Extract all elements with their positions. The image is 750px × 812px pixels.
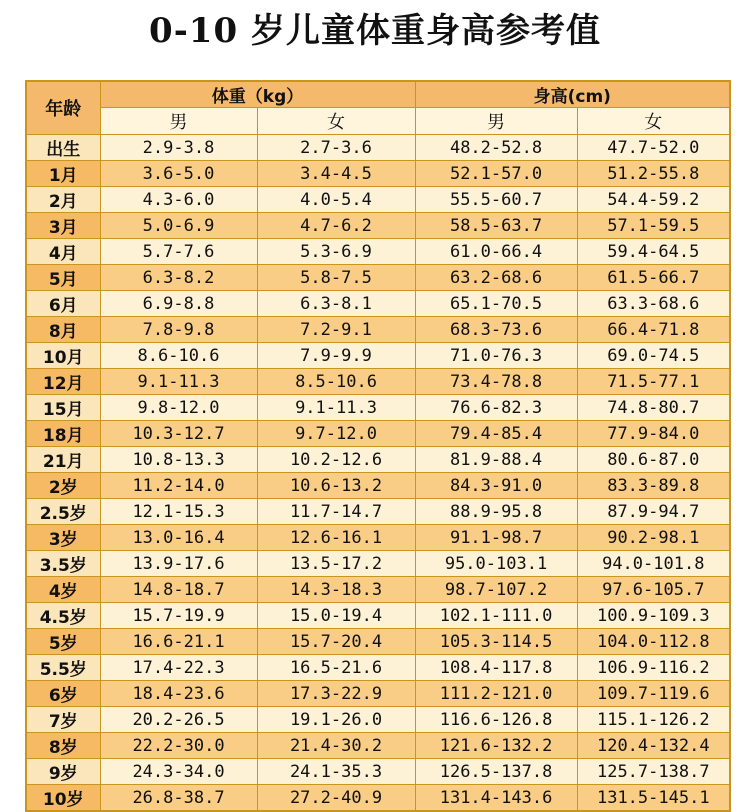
weight-male-cell: 7.8-9.8 xyxy=(100,317,257,343)
weight-male-cell: 14.8-18.7 xyxy=(100,577,257,603)
weight-male-cell: 5.0-6.9 xyxy=(100,213,257,239)
age-cell: 7岁 xyxy=(26,707,100,733)
weight-female-cell: 21.4-30.2 xyxy=(257,733,415,759)
table-row xyxy=(26,135,730,161)
weight-female-cell: 27.2-40.9 xyxy=(257,785,415,812)
weight-male-cell: 3.6-5.0 xyxy=(100,161,257,187)
weight-male-cell: 6.9-8.8 xyxy=(100,291,257,317)
weight-female-cell: 15.7-20.4 xyxy=(257,629,415,655)
weight-female-cell: 12.6-16.1 xyxy=(257,525,415,551)
table-row xyxy=(26,343,730,369)
weight-female-cell: 10.2-12.6 xyxy=(257,447,415,473)
height-male-cell: 81.9-88.4 xyxy=(415,447,577,473)
height-male-cell: 63.2-68.6 xyxy=(415,265,577,291)
weight-male-cell: 9.1-11.3 xyxy=(100,369,257,395)
table-row xyxy=(26,265,730,291)
height-male-cell: 88.9-95.8 xyxy=(415,499,577,525)
table-row xyxy=(26,213,730,239)
weight-female-cell: 3.4-4.5 xyxy=(257,161,415,187)
height-female-cell: 125.7-138.7 xyxy=(577,759,730,785)
age-cell: 9岁 xyxy=(26,759,100,785)
age-cell: 8岁 xyxy=(26,733,100,759)
weight-female-cell: 5.3-6.9 xyxy=(257,239,415,265)
weight-female-cell: 11.7-14.7 xyxy=(257,499,415,525)
height-female-cell: 69.0-74.5 xyxy=(577,343,730,369)
height-female-cell: 109.7-119.6 xyxy=(577,681,730,707)
height-male-cell: 71.0-76.3 xyxy=(415,343,577,369)
weight-male-cell: 17.4-22.3 xyxy=(100,655,257,681)
weight-male-cell: 16.6-21.1 xyxy=(100,629,257,655)
weight-female-cell: 8.5-10.6 xyxy=(257,369,415,395)
table-row xyxy=(26,421,730,447)
age-cell: 2岁 xyxy=(26,473,100,499)
table-row xyxy=(26,707,730,733)
height-female-cell: 59.4-64.5 xyxy=(577,239,730,265)
height-female-header: 女 xyxy=(577,108,730,135)
height-column-header: 身高(cm) xyxy=(415,81,730,108)
height-female-cell: 71.5-77.1 xyxy=(577,369,730,395)
table-row xyxy=(26,291,730,317)
age-cell: 出生 xyxy=(26,135,100,161)
weight-female-cell: 15.0-19.4 xyxy=(257,603,415,629)
reference-table xyxy=(25,80,731,812)
weight-female-cell: 24.1-35.3 xyxy=(257,759,415,785)
height-male-cell: 76.6-82.3 xyxy=(415,395,577,421)
table-body xyxy=(26,135,730,812)
table-row xyxy=(26,577,730,603)
weight-female-cell: 5.8-7.5 xyxy=(257,265,415,291)
weight-female-cell: 9.1-11.3 xyxy=(257,395,415,421)
age-cell: 6岁 xyxy=(26,681,100,707)
weight-female-cell: 19.1-26.0 xyxy=(257,707,415,733)
height-female-cell: 47.7-52.0 xyxy=(577,135,730,161)
weight-female-cell: 7.9-9.9 xyxy=(257,343,415,369)
table-row xyxy=(26,317,730,343)
weight-male-cell: 15.7-19.9 xyxy=(100,603,257,629)
weight-male-cell: 26.8-38.7 xyxy=(100,785,257,812)
height-female-cell: 120.4-132.4 xyxy=(577,733,730,759)
height-female-cell: 106.9-116.2 xyxy=(577,655,730,681)
weight-male-cell: 9.8-12.0 xyxy=(100,395,257,421)
height-male-cell: 111.2-121.0 xyxy=(415,681,577,707)
weight-female-cell: 16.5-21.6 xyxy=(257,655,415,681)
height-male-cell: 95.0-103.1 xyxy=(415,551,577,577)
weight-female-cell: 17.3-22.9 xyxy=(257,681,415,707)
height-female-cell: 77.9-84.0 xyxy=(577,421,730,447)
height-male-cell: 73.4-78.8 xyxy=(415,369,577,395)
height-male-cell: 52.1-57.0 xyxy=(415,161,577,187)
age-cell: 5月 xyxy=(26,265,100,291)
weight-male-cell: 18.4-23.6 xyxy=(100,681,257,707)
age-cell: 6月 xyxy=(26,291,100,317)
weight-female-cell: 7.2-9.1 xyxy=(257,317,415,343)
weight-female-cell: 4.0-5.4 xyxy=(257,187,415,213)
height-female-cell: 54.4-59.2 xyxy=(577,187,730,213)
height-male-cell: 108.4-117.8 xyxy=(415,655,577,681)
age-cell: 10月 xyxy=(26,343,100,369)
age-cell: 5.5岁 xyxy=(26,655,100,681)
age-cell: 3岁 xyxy=(26,525,100,551)
age-cell: 12月 xyxy=(26,369,100,395)
weight-female-cell: 10.6-13.2 xyxy=(257,473,415,499)
table-row xyxy=(26,447,730,473)
age-cell: 8月 xyxy=(26,317,100,343)
weight-female-cell: 2.7-3.6 xyxy=(257,135,415,161)
height-female-cell: 63.3-68.6 xyxy=(577,291,730,317)
height-female-cell: 94.0-101.8 xyxy=(577,551,730,577)
height-male-cell: 116.6-126.8 xyxy=(415,707,577,733)
height-male-cell: 61.0-66.4 xyxy=(415,239,577,265)
height-male-cell: 131.4-143.6 xyxy=(415,785,577,812)
height-male-cell: 84.3-91.0 xyxy=(415,473,577,499)
age-cell: 5岁 xyxy=(26,629,100,655)
table-row xyxy=(26,603,730,629)
height-male-cell: 91.1-98.7 xyxy=(415,525,577,551)
height-female-cell: 100.9-109.3 xyxy=(577,603,730,629)
weight-male-cell: 10.8-13.3 xyxy=(100,447,257,473)
age-cell: 4.5岁 xyxy=(26,603,100,629)
age-cell: 4岁 xyxy=(26,577,100,603)
table-row xyxy=(26,187,730,213)
height-female-cell: 74.8-80.7 xyxy=(577,395,730,421)
height-male-cell: 102.1-111.0 xyxy=(415,603,577,629)
weight-male-header: 男 xyxy=(100,108,257,135)
table-row xyxy=(26,785,730,812)
weight-male-cell: 6.3-8.2 xyxy=(100,265,257,291)
table-row xyxy=(26,239,730,265)
age-cell: 3.5岁 xyxy=(26,551,100,577)
weight-female-cell: 4.7-6.2 xyxy=(257,213,415,239)
table-row xyxy=(26,733,730,759)
table-row xyxy=(26,161,730,187)
height-female-cell: 80.6-87.0 xyxy=(577,447,730,473)
height-female-cell: 90.2-98.1 xyxy=(577,525,730,551)
weight-male-cell: 4.3-6.0 xyxy=(100,187,257,213)
table-row xyxy=(26,759,730,785)
height-male-cell: 65.1-70.5 xyxy=(415,291,577,317)
table-header xyxy=(26,81,730,135)
height-male-cell: 79.4-85.4 xyxy=(415,421,577,447)
age-cell: 21月 xyxy=(26,447,100,473)
age-cell: 10岁 xyxy=(26,785,100,812)
weight-female-cell: 14.3-18.3 xyxy=(257,577,415,603)
height-female-cell: 97.6-105.7 xyxy=(577,577,730,603)
table-row xyxy=(26,525,730,551)
age-cell: 2月 xyxy=(26,187,100,213)
table-row xyxy=(26,655,730,681)
weight-male-cell: 2.9-3.8 xyxy=(100,135,257,161)
weight-female-cell: 6.3-8.1 xyxy=(257,291,415,317)
height-male-cell: 55.5-60.7 xyxy=(415,187,577,213)
height-female-cell: 115.1-126.2 xyxy=(577,707,730,733)
weight-male-cell: 11.2-14.0 xyxy=(100,473,257,499)
height-female-cell: 57.1-59.5 xyxy=(577,213,730,239)
table-row xyxy=(26,395,730,421)
height-female-cell: 131.5-145.1 xyxy=(577,785,730,812)
weight-male-cell: 20.2-26.5 xyxy=(100,707,257,733)
table-row xyxy=(26,499,730,525)
weight-male-cell: 24.3-34.0 xyxy=(100,759,257,785)
height-female-cell: 83.3-89.8 xyxy=(577,473,730,499)
weight-column-header: 体重（kg） xyxy=(100,81,415,108)
height-female-cell: 104.0-112.8 xyxy=(577,629,730,655)
height-female-cell: 66.4-71.8 xyxy=(577,317,730,343)
height-male-cell: 98.7-107.2 xyxy=(415,577,577,603)
weight-male-cell: 8.6-10.6 xyxy=(100,343,257,369)
age-cell: 2.5岁 xyxy=(26,499,100,525)
height-female-cell: 87.9-94.7 xyxy=(577,499,730,525)
height-male-cell: 105.3-114.5 xyxy=(415,629,577,655)
weight-male-cell: 22.2-30.0 xyxy=(100,733,257,759)
page-title: 0-10 岁儿童体重身高参考值 xyxy=(149,11,601,51)
height-male-cell: 58.5-63.7 xyxy=(415,213,577,239)
table-row xyxy=(26,629,730,655)
table-row xyxy=(26,369,730,395)
age-cell: 18月 xyxy=(26,421,100,447)
age-cell: 3月 xyxy=(26,213,100,239)
weight-male-cell: 13.0-16.4 xyxy=(100,525,257,551)
height-male-cell: 68.3-73.6 xyxy=(415,317,577,343)
weight-male-cell: 12.1-15.3 xyxy=(100,499,257,525)
weight-female-cell: 13.5-17.2 xyxy=(257,551,415,577)
table-row xyxy=(26,473,730,499)
age-cell: 15月 xyxy=(26,395,100,421)
weight-female-cell: 9.7-12.0 xyxy=(257,421,415,447)
age-cell: 1月 xyxy=(26,161,100,187)
weight-male-cell: 10.3-12.7 xyxy=(100,421,257,447)
weight-male-cell: 5.7-7.6 xyxy=(100,239,257,265)
height-male-header: 男 xyxy=(415,108,577,135)
table-row xyxy=(26,551,730,577)
height-female-cell: 61.5-66.7 xyxy=(577,265,730,291)
height-male-cell: 126.5-137.8 xyxy=(415,759,577,785)
height-female-cell: 51.2-55.8 xyxy=(577,161,730,187)
weight-female-header: 女 xyxy=(257,108,415,135)
table-row xyxy=(26,681,730,707)
weight-male-cell: 13.9-17.6 xyxy=(100,551,257,577)
height-male-cell: 121.6-132.2 xyxy=(415,733,577,759)
height-male-cell: 48.2-52.8 xyxy=(415,135,577,161)
age-column-header: 年龄 xyxy=(26,81,100,135)
age-cell: 4月 xyxy=(26,239,100,265)
